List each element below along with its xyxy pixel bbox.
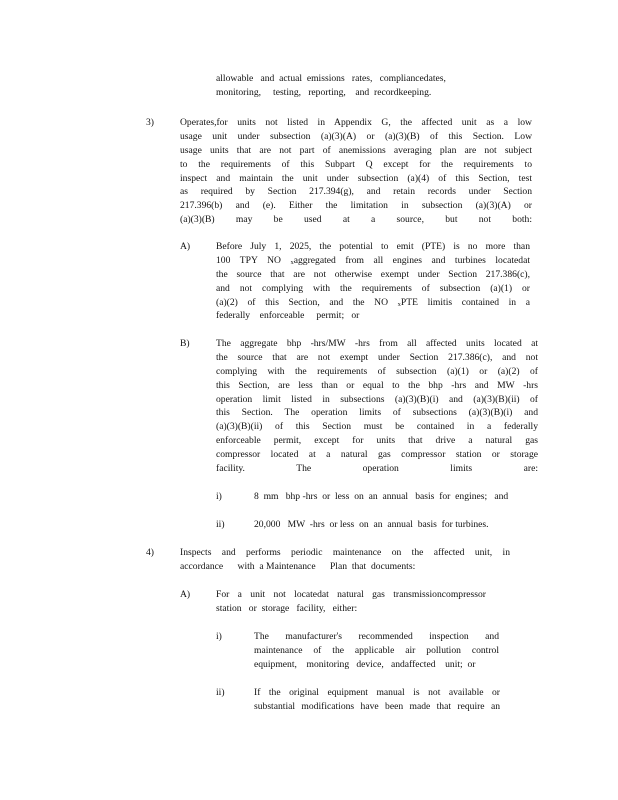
text-line: facility. The operation limits are: — [216, 463, 538, 475]
text-line: usage units that are not part of anemissions averaging plan are not subject — [180, 144, 532, 156]
text-line — [180, 227, 532, 241]
text-line: inspect and maintain the unit under subsection (a)(4) of this Section, test — [180, 172, 532, 184]
subscript: x — [290, 258, 294, 266]
text-line: usage unit under subsection (a)(3)(A) or (a)(3)(B) of this Section. Low — [180, 130, 532, 142]
text-line: substantial modifications have been made that require an — [254, 700, 500, 712]
subscript: x — [397, 300, 401, 308]
text-line: 8 mm bhp -hrs or less on an annual basis for engines; and — [254, 491, 509, 502]
text-line: federally enforceable permit; or — [216, 310, 360, 322]
text-line: allowable and actual emissions rates, compliancedates, — [216, 73, 446, 84]
text-line: 20,000 MW -hrs or less on an annual basis for turbines. — [254, 519, 489, 530]
text-line: (a)(3)(B) may be used at a source, but not both: — [180, 214, 532, 226]
text-segment: (a)(2) of this Section, and the NO — [216, 296, 398, 308]
text-line: to the requirements of this Subpart Q except for the requirements to — [180, 158, 532, 170]
item-marker: 3) — [146, 117, 154, 128]
text-line: this Section, are less than or equal to the bhp -hrs and MW -hrs — [216, 379, 538, 391]
text-line — [216, 240, 530, 254]
text-segment: PTE limitis contained in a — [400, 296, 530, 308]
item-4-paragraph — [180, 546, 510, 574]
text-line — [216, 296, 530, 310]
text-line: 217.396(b) and (e). Either the limitation in subsection (a)(3)(A) or — [180, 200, 532, 212]
text-segment: Before July 1, 2025, the potential to emit (PTE) is no more than — [216, 241, 530, 252]
continuation-paragraph — [216, 72, 466, 100]
subitem-marker: A) — [180, 589, 191, 600]
text-line: For a unit not locatedat natural gas transmissioncompressor — [216, 589, 486, 600]
text-line — [216, 476, 538, 490]
text-line: station or storage facility, either: — [216, 602, 358, 614]
item-3b-ii-paragraph — [254, 518, 534, 532]
text-line: enforceable permit, except for units that drive a natural gas — [216, 435, 538, 447]
text-line: operation limit listed in subsections (a)(3)(B)(i) and (a)(3)(B)(ii) of — [216, 393, 538, 405]
text-line: accordance with a Maintenance Plan that documents: — [180, 560, 416, 572]
text-line: compressor located at a natural gas compressor station or storage — [216, 449, 538, 461]
text-line: the source that are not otherwise exempt under Section 217.386(c), — [216, 268, 530, 280]
text-line: as required by Section 217.394(g), and retain records under Section — [180, 186, 532, 198]
item-3a-paragraph — [216, 240, 530, 323]
item-marker: 4) — [146, 547, 154, 558]
text-line: complying with the requirements of subsection (a)(1) or (a)(2) of — [216, 365, 538, 377]
text-line: monitoring, testing, reporting, and recordkeeping. — [216, 86, 432, 98]
text-line: the source that are not exempt under Section 217.386(c), and not — [216, 351, 538, 363]
text-line: maintenance of the applicable air pollution control — [254, 644, 499, 656]
item-3-paragraph — [180, 116, 532, 241]
text-line: and not complying with the requirements of subsection (a)(1) or — [216, 282, 530, 294]
item-4a-i-paragraph — [254, 630, 499, 672]
text-segment: 100 TPY NO — [216, 254, 291, 266]
item-3b-paragraph — [216, 337, 538, 490]
text-line: equipment, monitoring device, andaffected unit; or — [254, 658, 476, 670]
text-line: The manufacturer's recommended inspection and — [254, 631, 499, 642]
text-segment: aggregated from all engines and turbines locatedat — [293, 254, 530, 266]
subitem-marker: B) — [180, 338, 190, 349]
item-4a-ii-paragraph — [254, 686, 500, 714]
text-line: Inspects and performs periodic maintenance on the affected unit, in — [180, 547, 510, 558]
item-4a-paragraph — [216, 588, 486, 616]
text-line: If the original equipment manual is not available or — [254, 687, 500, 698]
text-line: (a)(3)(B)(ii) of this Section must be contained in a federally — [216, 421, 538, 433]
text-line: The aggregate bhp -hrs/MW -hrs from all affected units located at — [216, 338, 538, 349]
subsubitem-marker: i) — [216, 491, 222, 502]
text-line: Operates,for units not listed in Appendix G, the affected unit as a low — [180, 117, 532, 128]
text-line: this Section. The operation limits of subsections (a)(3)(B)(i) and — [216, 407, 538, 419]
subitem-marker: A) — [180, 241, 191, 252]
item-3b-i-paragraph — [254, 490, 534, 504]
text-line — [216, 254, 530, 268]
subsubitem-marker: i) — [216, 631, 222, 642]
subsubitem-marker: ii) — [216, 519, 225, 530]
subsubitem-marker: ii) — [216, 687, 225, 698]
